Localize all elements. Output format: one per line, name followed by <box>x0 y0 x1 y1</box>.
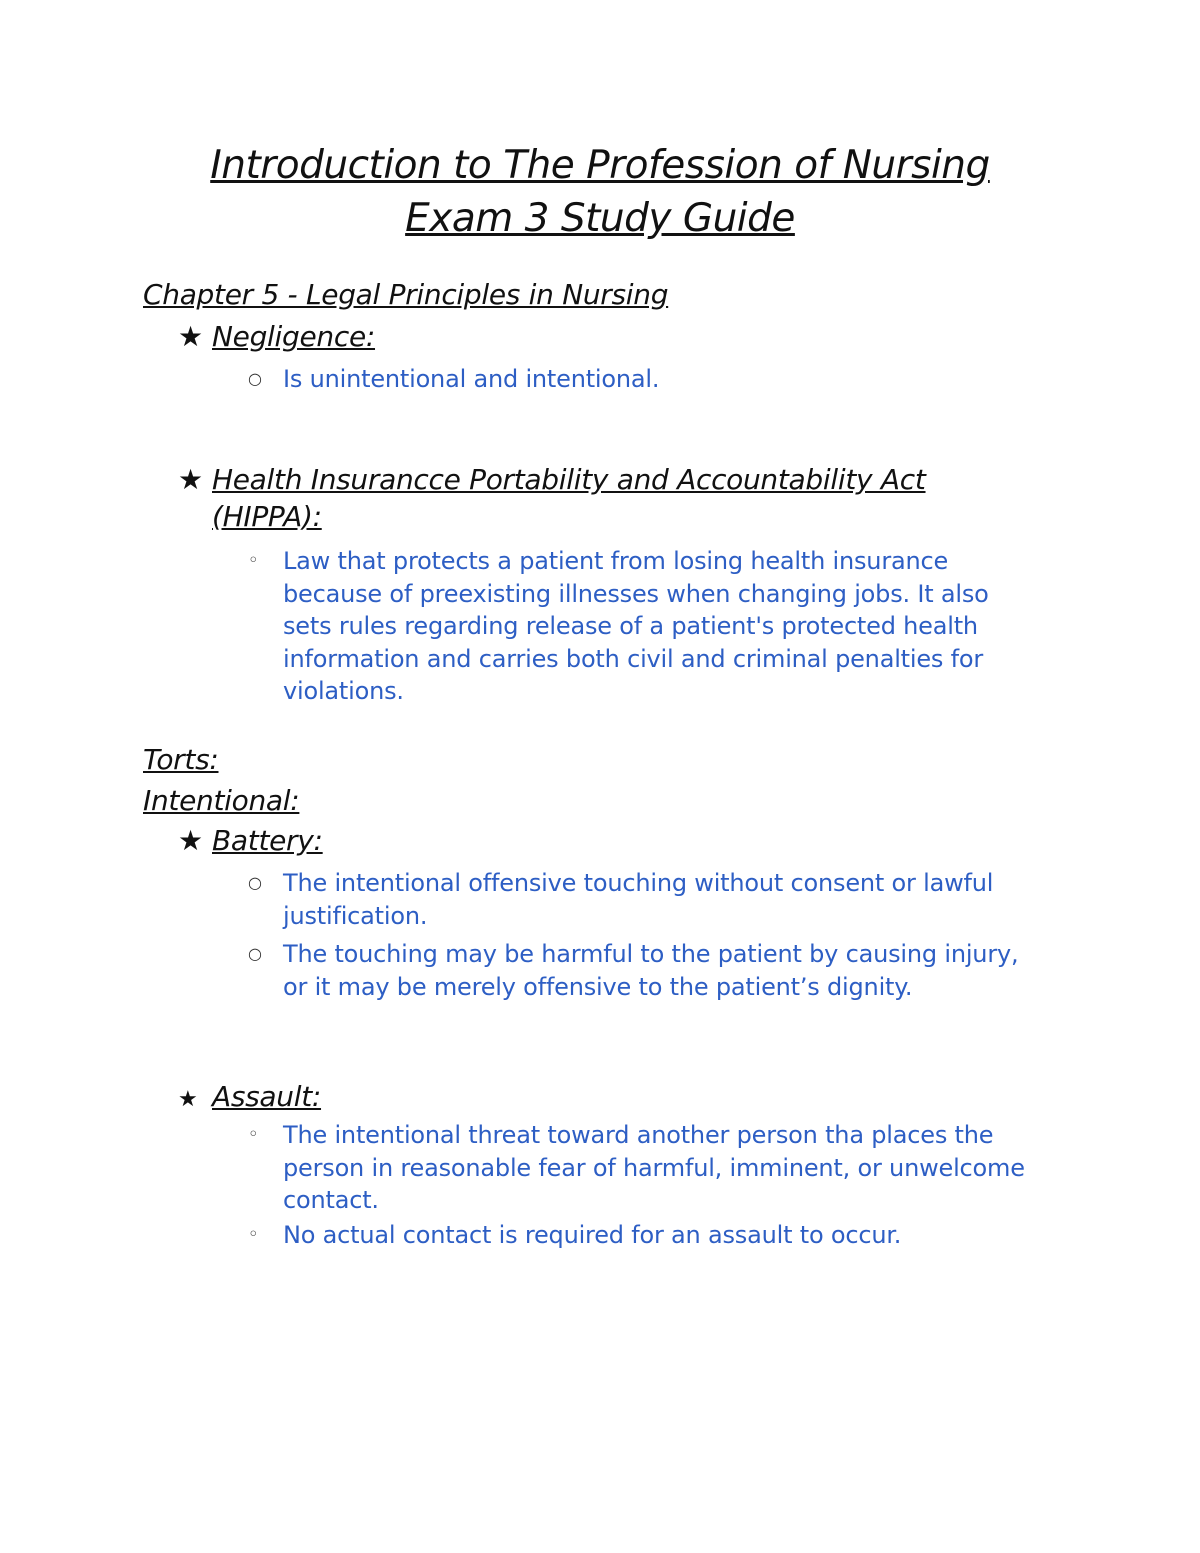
hipaa-label-line1: Health Insurancce Portability and Accountability Act <box>212 463 926 496</box>
star-icon: ★ <box>178 1087 198 1112</box>
star-icon: ★ <box>178 320 203 353</box>
circle-bullet-icon: ◦ <box>248 1224 259 1245</box>
bullet-text: No actual contact is required for an assault to occur. <box>283 1221 902 1249</box>
battery-label: Battery: <box>212 824 323 857</box>
bullet-text: The intentional offensive touching without consent or lawful justification. <box>283 869 994 930</box>
bullet-text: Law that protects a patient from losing health insurance because of preexisting illnesses when changing jobs. It also sets rules regarding release of a patient's protected health information and carries both civil and criminal penalties for violations. <box>283 547 989 705</box>
torts-heading: Torts: <box>143 743 219 776</box>
assault-item <box>178 1080 321 1113</box>
list-item <box>248 1219 1048 1252</box>
bullet-text: Is unintentional and intentional. <box>283 365 660 393</box>
bullet-text: The intentional threat toward another person tha places the person in reasonable fear of harmful, imminent, or unwelcome contact. <box>283 1121 1025 1214</box>
chapter-heading: Chapter 5 - Legal Principles in Nursing <box>143 278 669 311</box>
circle-bullet-icon: ○ <box>248 944 262 963</box>
circle-bullet-icon: ◦ <box>248 550 259 571</box>
list-item <box>248 545 1038 708</box>
star-icon: ★ <box>178 824 203 857</box>
negligence-label: Negligence: <box>212 320 376 353</box>
document-title-line1: Introduction to The Profession of Nursing <box>210 143 990 188</box>
hipaa-item <box>178 463 926 533</box>
list-item <box>248 363 1048 396</box>
assault-label: Assault: <box>212 1080 322 1113</box>
star-icon: ★ <box>178 463 203 496</box>
circle-bullet-icon: ○ <box>248 873 262 892</box>
circle-bullet-icon: ○ <box>248 369 262 388</box>
negligence-item <box>178 320 375 353</box>
hipaa-label-line2: (HIPPA): <box>212 500 322 533</box>
circle-bullet-icon: ◦ <box>248 1124 259 1145</box>
bullet-text: The touching may be harmful to the patient by causing injury, or it may be merely offensive to the patient’s dignity. <box>283 940 1019 1001</box>
list-item <box>248 867 1018 932</box>
intentional-heading: Intentional: <box>143 784 300 817</box>
list-item <box>248 1119 1048 1217</box>
document-title-line2: Exam 3 Study Guide <box>405 196 795 241</box>
battery-item <box>178 824 323 857</box>
list-item <box>248 938 1038 1003</box>
